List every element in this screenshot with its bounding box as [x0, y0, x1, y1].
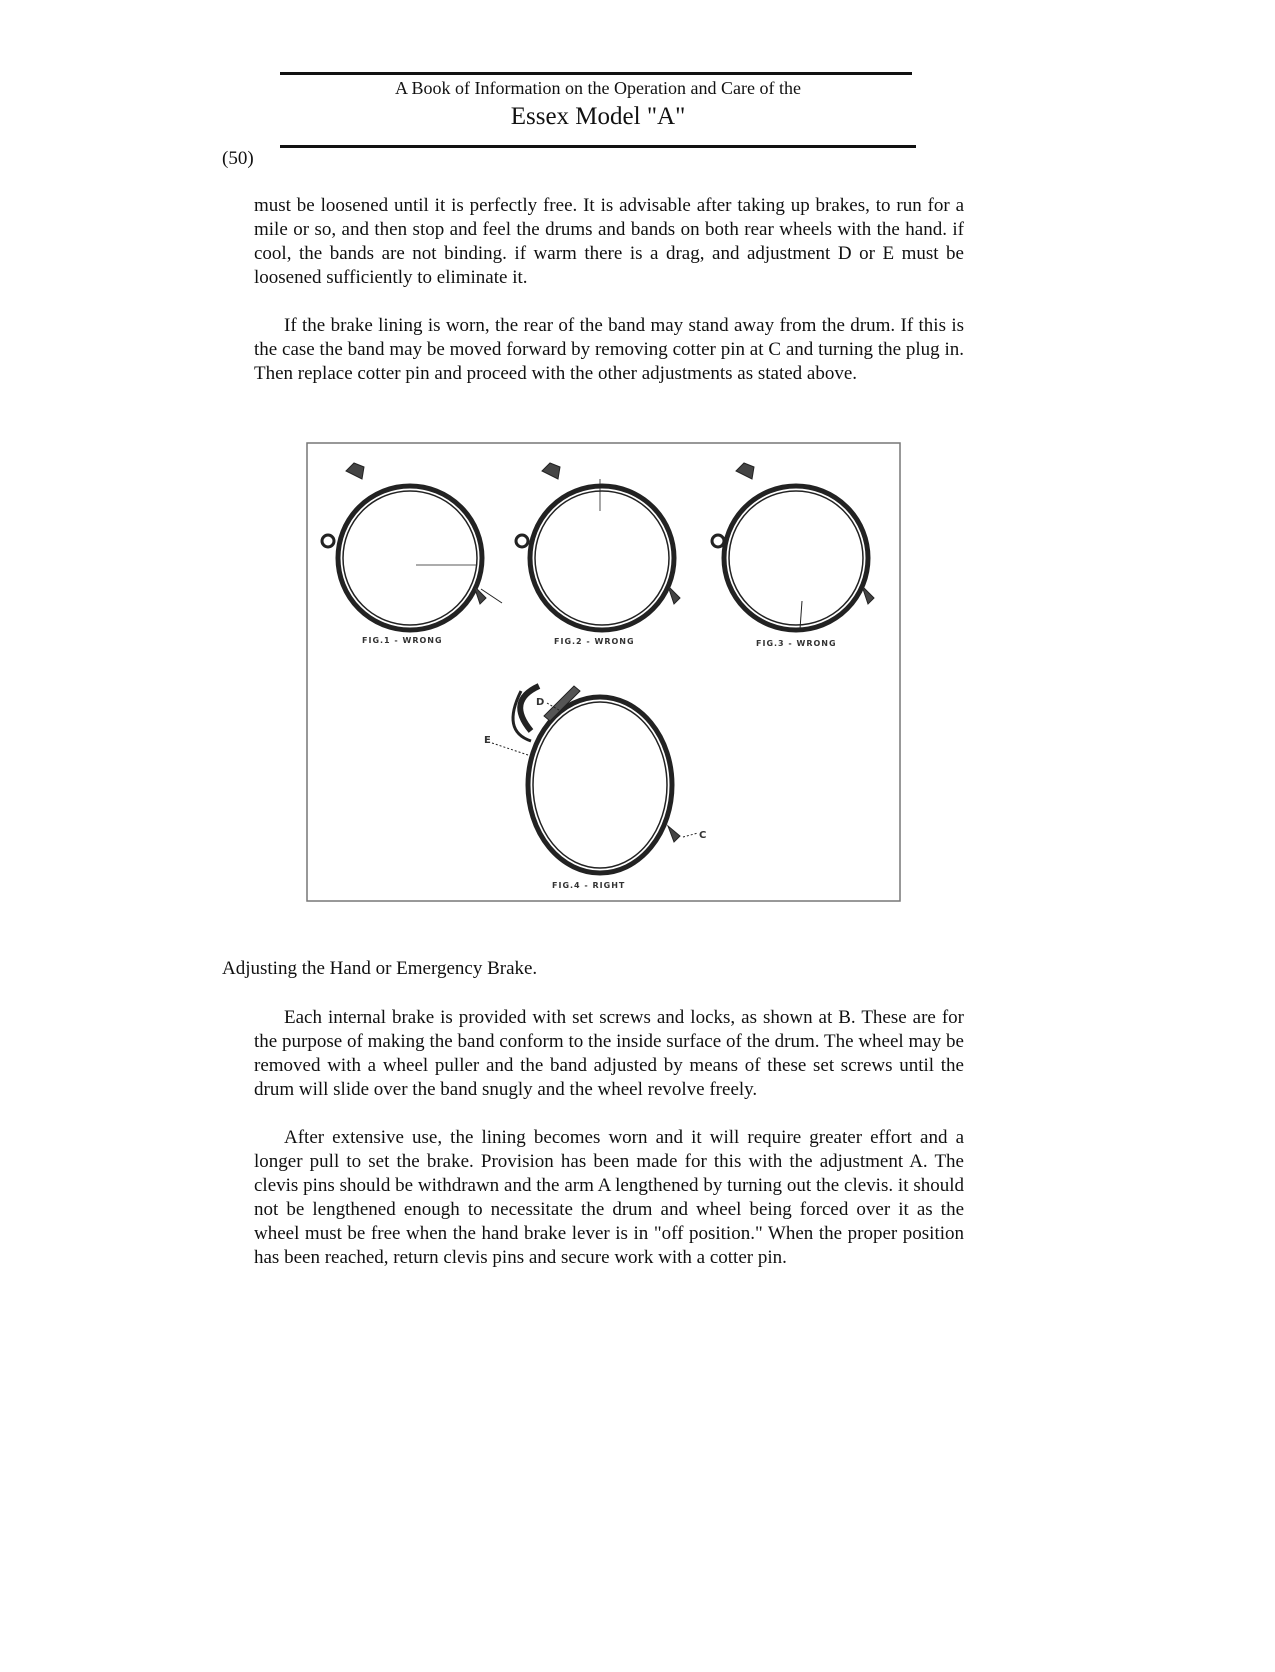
- callout-c: C: [699, 830, 707, 841]
- fig4-label: FIG.4 - RIGHT: [552, 881, 626, 890]
- page-number: (50): [222, 148, 254, 169]
- book-subtitle: A Book of Information on the Operation and Care of the: [395, 78, 801, 98]
- book-title: Essex Model "A": [510, 103, 686, 130]
- section-heading: Adjusting the Hand or Emergency Brake.: [222, 958, 538, 979]
- brake-band-figure: [306, 441, 902, 903]
- fig1-label: FIG.1 - WRONG: [362, 636, 443, 645]
- section-paragraph-1: Each internal brake is provided with set screws and locks, as shown at B. These are for the purpose of making the band conform to the inside surface of the drum. The wheel may be removed with a wheel puller and the band adjusted by means of these set screws until the drum will slide over the band snugly and the wheel revolve freely.: [254, 1007, 964, 1100]
- fig2-drum-illustration: [516, 463, 680, 630]
- header-rule-bottom: [280, 145, 916, 148]
- section-paragraph-2: After extensive use, the lining becomes worn and it will require greater effort and a longer pull to set the brake. Provision has been made for this with the adjustment A. The clevis pins should be withdrawn and the arm A lengthened by turning out the clevis. it should not be lengthened enough to necessitate the drum and wheel being forced over it as the wheel must be free when the hand brake lever is in "off position." When the proper position has been reached, return clevis pins and secure work with a cotter pin.: [254, 1127, 964, 1268]
- callout-d: D: [536, 697, 545, 708]
- fig3-drum-illustration: [712, 463, 874, 630]
- fig4-drum-illustration: [492, 686, 698, 873]
- fig1-drum-illustration: [322, 463, 502, 630]
- paragraph-1: must be loosened until it is perfectly free. It is advisable after taking up brakes, to run for a mile or so, and then stop and feel the drums and bands on both rear wheels with the hand. if cool, the bands are not binding. if warm there is a drag, and adjustment D or E must be loosened sufficiently to eliminate it.: [254, 195, 964, 288]
- header-rule-top: [280, 72, 912, 75]
- fig3-label: FIG.3 - WRONG: [756, 639, 837, 648]
- callout-e: E: [484, 735, 491, 746]
- paragraph-2: If the brake lining is worn, the rear of the band may stand away from the drum. If this is the case the band may be moved forward by removing cotter pin at C and turning the plug in. Then replace cotter pin and proceed with the other adjustments as stated above.: [254, 315, 964, 384]
- fig2-label: FIG.2 - WRONG: [554, 637, 635, 646]
